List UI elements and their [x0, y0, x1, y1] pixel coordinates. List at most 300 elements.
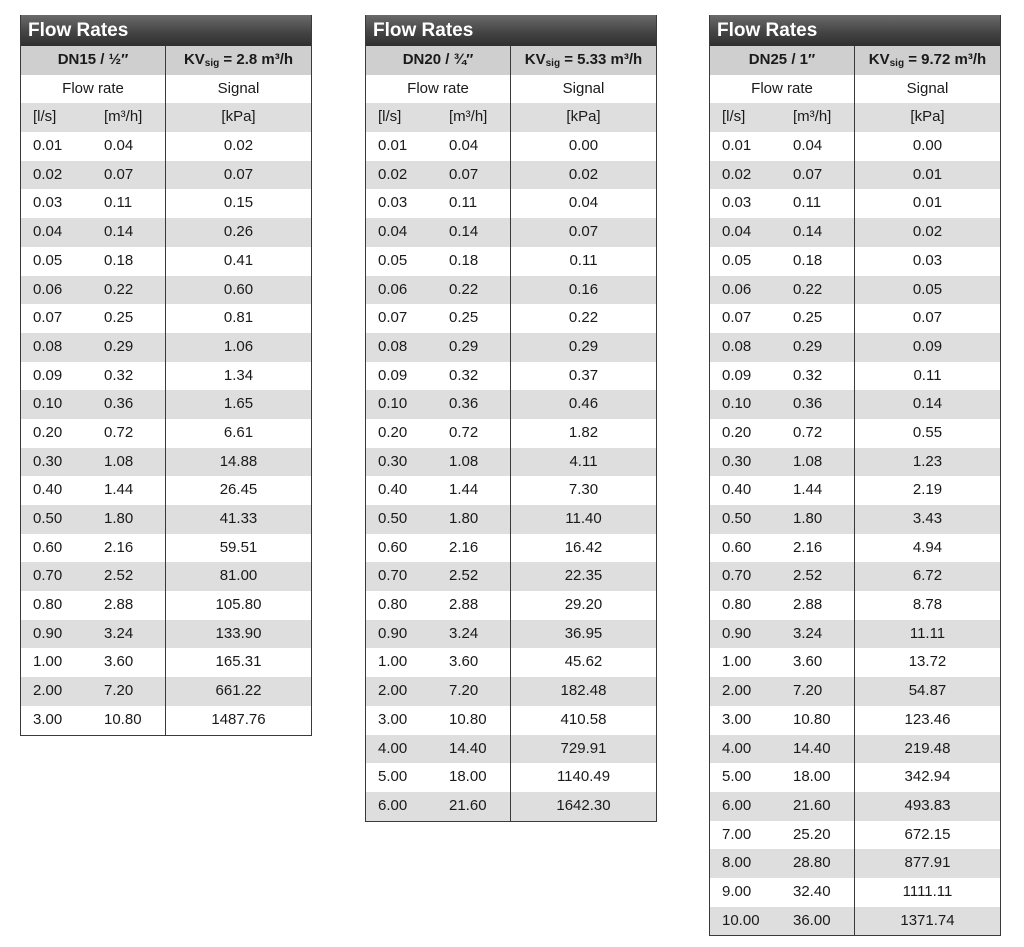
kv-cell	[854, 46, 1000, 75]
flow-ls-cell: 0.08	[33, 337, 63, 355]
flow-ls-cell: 0.02	[722, 165, 752, 183]
signal-kpa-cell: 493.83	[854, 792, 1000, 821]
signal-kpa-cell: 672.15	[854, 821, 1000, 850]
flow-m3h-cell: 18.00	[793, 768, 831, 786]
table-row	[366, 534, 656, 563]
unit-m3h: [m³/h]	[793, 108, 832, 126]
table-row	[21, 534, 311, 563]
flow-ls-cell: 0.08	[722, 337, 752, 355]
flow-ls-cell: 0.09	[378, 366, 408, 384]
flow-ls-cell: 0.10	[33, 395, 63, 413]
flow-ls-cell: 0.20	[378, 423, 408, 441]
flow-ls-cell: 0.04	[33, 223, 63, 241]
signal-kpa-cell: 410.58	[510, 706, 656, 735]
table-row	[21, 189, 311, 218]
flow-m3h-cell: 21.60	[793, 796, 831, 814]
unit-kpa: [kPa]	[510, 103, 656, 132]
dn-size-label: DN25 / 1″	[748, 51, 816, 68]
signal-kpa-cell: 0.00	[854, 132, 1000, 161]
flow-ls-cell: 0.70	[722, 567, 752, 585]
table-row	[366, 476, 656, 505]
flow-ls-cell: 0.02	[33, 165, 63, 183]
flow-ls-cell: 0.05	[33, 251, 63, 269]
flow-ls-cell: 4.00	[378, 739, 408, 757]
table-row	[21, 218, 311, 247]
signal-kpa-cell: 123.46	[854, 706, 1000, 735]
flow-m3h-cell: 3.24	[449, 624, 479, 642]
signal-kpa-cell: 105.80	[165, 591, 311, 620]
unit-ls: [l/s]	[33, 108, 57, 126]
signal-kpa-cell: 1487.76	[165, 706, 311, 735]
signal-label: Signal	[854, 75, 1000, 104]
table-row	[710, 333, 1000, 362]
signal-kpa-cell: 729.91	[510, 735, 656, 764]
table-row	[710, 161, 1000, 190]
flow-m3h-cell: 28.80	[793, 854, 831, 872]
flow-ls-cell: 5.00	[378, 768, 408, 786]
flow-m3h-cell: 0.22	[104, 280, 134, 298]
flow-ls-cell: 0.09	[33, 366, 63, 384]
flow-m3h-cell: 32.40	[793, 882, 831, 900]
flow-ls-cell: 8.00	[722, 854, 752, 872]
signal-kpa-cell: 81.00	[165, 562, 311, 591]
signal-kpa-cell: 1.23	[854, 448, 1000, 477]
kv-value: = 2.8 m³/h	[223, 51, 294, 68]
flow-ls-cell: 0.04	[378, 223, 408, 241]
flow-m3h-cell: 10.80	[449, 710, 487, 728]
flow-ls-cell: 0.40	[378, 481, 408, 499]
signal-kpa-cell: 26.45	[165, 476, 311, 505]
table-row	[366, 276, 656, 305]
flow-m3h-cell: 0.18	[449, 251, 479, 269]
table-row	[21, 476, 311, 505]
signal-kpa-cell: 219.48	[854, 735, 1000, 764]
header-row-dn	[710, 46, 1000, 75]
table-row	[366, 247, 656, 276]
table-row	[21, 448, 311, 477]
table-row	[366, 132, 656, 161]
header-row-units	[21, 103, 311, 132]
signal-kpa-cell: 3.43	[854, 505, 1000, 534]
flow-m3h-cell: 0.29	[793, 337, 823, 355]
flow-ls-cell: 0.50	[33, 510, 63, 527]
flow-ls-cell: 4.00	[722, 739, 752, 757]
signal-kpa-cell: 8.78	[854, 591, 1000, 620]
signal-kpa-cell: 0.11	[854, 362, 1000, 391]
flow-rate-label: Flow rate	[62, 79, 124, 97]
signal-label: Signal	[165, 75, 311, 104]
unit-ls: [l/s]	[378, 108, 402, 126]
flow-ls-cell: 0.01	[378, 137, 408, 155]
table-row	[366, 735, 656, 764]
flow-m3h-cell: 14.40	[793, 739, 831, 757]
signal-kpa-cell: 0.07	[854, 304, 1000, 333]
flow-ls-cell: 5.00	[722, 768, 752, 786]
flow-ls-cell: 0.10	[378, 395, 408, 413]
flow-m3h-cell: 0.72	[793, 423, 823, 441]
flow-ls-cell: 0.20	[33, 423, 63, 441]
flow-ls-cell: 0.30	[722, 452, 752, 470]
table-row	[710, 878, 1000, 907]
flow-ls-cell: 7.00	[722, 825, 752, 843]
flow-m3h-cell: 2.88	[104, 596, 134, 614]
table-row	[21, 505, 311, 534]
signal-kpa-cell: 0.01	[854, 161, 1000, 190]
table-row	[366, 304, 656, 333]
flow-m3h-cell: 2.88	[793, 596, 823, 614]
flow-ls-cell: 0.60	[378, 538, 408, 556]
table-row	[366, 419, 656, 448]
flow-m3h-cell: 18.00	[449, 768, 487, 786]
unit-m3h: [m³/h]	[104, 108, 143, 126]
signal-kpa-cell: 13.72	[854, 648, 1000, 677]
signal-kpa-cell: 0.55	[854, 419, 1000, 448]
flow-m3h-cell: 0.22	[793, 280, 823, 298]
signal-kpa-cell: 0.07	[510, 218, 656, 247]
flow-table-dn25	[709, 15, 1001, 936]
table-row	[710, 591, 1000, 620]
table-row	[366, 591, 656, 620]
flow-ls-cell: 0.50	[378, 510, 408, 527]
table-row	[21, 276, 311, 305]
flow-ls-cell: 0.03	[33, 194, 63, 212]
unit-ls: [l/s]	[722, 108, 746, 126]
table-row	[710, 505, 1000, 534]
table-row	[710, 648, 1000, 677]
flow-ls-cell: 0.30	[378, 452, 408, 470]
table-row	[710, 276, 1000, 305]
table-row	[21, 620, 311, 649]
flow-ls-cell: 0.80	[378, 596, 408, 614]
table-row	[366, 218, 656, 247]
table-row	[21, 648, 311, 677]
flow-ls-cell: 0.03	[378, 194, 408, 212]
signal-kpa-cell: 0.26	[165, 218, 311, 247]
flow-ls-cell: 0.01	[722, 137, 752, 155]
signal-kpa-cell: 1140.49	[510, 763, 656, 792]
signal-kpa-cell: 36.95	[510, 620, 656, 649]
flow-m3h-cell: 1.44	[104, 481, 134, 499]
signal-kpa-cell: 59.51	[165, 534, 311, 563]
flow-ls-cell: 1.00	[722, 653, 752, 671]
flow-m3h-cell: 2.88	[449, 596, 479, 614]
signal-kpa-cell: 0.04	[510, 189, 656, 218]
flow-m3h-cell: 0.18	[104, 251, 134, 269]
flow-m3h-cell: 7.20	[793, 682, 823, 700]
flow-ls-cell: 0.60	[722, 538, 752, 556]
flow-ls-cell: 9.00	[722, 882, 752, 900]
signal-kpa-cell: 165.31	[165, 648, 311, 677]
kv-subscript: sig	[545, 58, 561, 69]
flow-ls-cell: 0.70	[33, 567, 63, 585]
signal-kpa-cell: 1111.11	[854, 878, 1000, 907]
flow-m3h-cell: 0.36	[104, 395, 134, 413]
flow-ls-cell: 1.00	[33, 653, 63, 671]
flow-ls-cell: 0.60	[33, 538, 63, 556]
flow-ls-cell: 0.06	[33, 280, 63, 298]
header-row-labels	[366, 75, 656, 104]
flow-m3h-cell: 7.20	[449, 682, 479, 700]
table-row	[21, 562, 311, 591]
flow-m3h-cell: 1.80	[449, 510, 479, 527]
signal-kpa-cell: 4.11	[510, 448, 656, 477]
unit-kpa: [kPa]	[854, 103, 1000, 132]
table-row	[21, 591, 311, 620]
header-row-dn	[366, 46, 656, 75]
table-row	[710, 448, 1000, 477]
flow-m3h-cell: 0.04	[104, 137, 134, 155]
signal-kpa-cell: 0.29	[510, 333, 656, 362]
signal-kpa-cell: 29.20	[510, 591, 656, 620]
flow-m3h-cell: 1.08	[793, 452, 823, 470]
table-row	[710, 304, 1000, 333]
table-title: Flow Rates	[366, 15, 656, 46]
signal-kpa-cell: 182.48	[510, 677, 656, 706]
table-row	[710, 218, 1000, 247]
flow-ls-cell: 0.01	[33, 137, 63, 155]
flow-ls-cell: 0.20	[722, 423, 752, 441]
flow-m3h-cell: 0.25	[449, 309, 479, 327]
flow-ls-cell: 0.08	[378, 337, 408, 355]
flow-m3h-cell: 1.08	[104, 452, 134, 470]
signal-kpa-cell: 0.16	[510, 276, 656, 305]
flow-m3h-cell: 25.20	[793, 825, 831, 843]
table-row	[21, 161, 311, 190]
flow-m3h-cell: 0.04	[793, 137, 823, 155]
table-row	[21, 132, 311, 161]
flow-ls-cell: 3.00	[378, 710, 408, 728]
flow-ls-cell: 0.06	[722, 280, 752, 298]
header-row-units	[710, 103, 1000, 132]
flow-m3h-cell: 3.24	[104, 624, 134, 642]
flow-ls-cell: 0.30	[33, 452, 63, 470]
signal-kpa-cell: 1371.74	[854, 907, 1000, 936]
flow-m3h-cell: 2.16	[104, 538, 134, 556]
kv-cell	[510, 46, 656, 75]
flow-ls-cell: 0.06	[378, 280, 408, 298]
flow-ls-cell: 2.00	[722, 682, 752, 700]
flow-m3h-cell: 10.80	[793, 710, 831, 728]
flow-ls-cell: 0.07	[722, 309, 752, 327]
flow-table-dn20	[365, 15, 657, 822]
flow-ls-cell: 3.00	[722, 710, 752, 728]
table-row	[710, 362, 1000, 391]
kv-label: KV	[868, 51, 890, 68]
signal-kpa-cell: 0.02	[510, 161, 656, 190]
flow-ls-cell: 0.05	[722, 251, 752, 269]
flow-ls-cell: 0.07	[378, 309, 408, 327]
signal-kpa-cell: 41.33	[165, 505, 311, 534]
table-row	[710, 189, 1000, 218]
kv-label: KV	[524, 51, 546, 68]
flow-m3h-cell: 1.44	[793, 481, 823, 499]
flow-m3h-cell: 0.07	[449, 165, 479, 183]
table-row	[366, 390, 656, 419]
signal-kpa-cell: 0.03	[854, 247, 1000, 276]
signal-kpa-cell: 14.88	[165, 448, 311, 477]
flow-m3h-cell: 3.60	[449, 653, 479, 671]
flow-m3h-cell: 1.80	[793, 510, 823, 527]
signal-kpa-cell: 0.14	[854, 390, 1000, 419]
flow-m3h-cell: 2.16	[793, 538, 823, 556]
table-title: Flow Rates	[710, 15, 1000, 46]
flow-ls-cell: 0.40	[722, 481, 752, 499]
table-row	[366, 706, 656, 735]
signal-kpa-cell: 0.15	[165, 189, 311, 218]
signal-kpa-cell: 661.22	[165, 677, 311, 706]
flow-m3h-cell: 0.11	[793, 194, 822, 212]
flow-m3h-cell: 0.04	[449, 137, 479, 155]
flow-ls-cell: 0.04	[722, 223, 752, 241]
signal-kpa-cell: 45.62	[510, 648, 656, 677]
flow-ls-cell: 0.90	[378, 624, 408, 642]
signal-kpa-cell: 11.40	[510, 505, 656, 534]
kv-subscript: sig	[889, 58, 905, 69]
flow-m3h-cell: 0.07	[793, 165, 823, 183]
signal-kpa-cell: 0.01	[854, 189, 1000, 218]
flow-m3h-cell: 0.32	[449, 366, 479, 384]
signal-kpa-cell: 0.11	[510, 247, 656, 276]
header-row-units	[366, 103, 656, 132]
flow-m3h-cell: 0.29	[104, 337, 134, 355]
flow-m3h-cell: 0.36	[793, 395, 823, 413]
signal-label: Signal	[510, 75, 656, 104]
table-row	[366, 362, 656, 391]
table-row	[710, 706, 1000, 735]
table-row	[710, 907, 1000, 936]
signal-kpa-cell: 1.06	[165, 333, 311, 362]
signal-kpa-cell: 0.81	[165, 304, 311, 333]
unit-kpa: [kPa]	[165, 103, 311, 132]
table-title: Flow Rates	[21, 15, 311, 46]
flow-m3h-cell: 1.44	[449, 481, 479, 499]
header-row-labels	[710, 75, 1000, 104]
flow-m3h-cell: 2.52	[104, 567, 134, 585]
table-row	[366, 620, 656, 649]
signal-kpa-cell: 0.41	[165, 247, 311, 276]
flow-m3h-cell: 2.16	[449, 538, 479, 556]
signal-kpa-cell: 0.09	[854, 333, 1000, 362]
dn-size-label: DN15 / ½″	[57, 51, 129, 68]
signal-kpa-cell: 6.72	[854, 562, 1000, 591]
table-row	[710, 132, 1000, 161]
flow-m3h-cell: 36.00	[793, 911, 831, 929]
flow-m3h-cell: 0.36	[449, 395, 479, 413]
flow-m3h-cell: 0.14	[104, 223, 134, 241]
table-row	[710, 390, 1000, 419]
flow-ls-cell: 0.90	[33, 624, 63, 642]
flow-ls-cell: 6.00	[378, 796, 408, 814]
table-row	[710, 792, 1000, 821]
flow-m3h-cell: 7.20	[104, 682, 134, 700]
table-row	[366, 562, 656, 591]
flow-m3h-cell: 2.52	[449, 567, 479, 585]
flow-ls-cell: 6.00	[722, 796, 752, 814]
flow-m3h-cell: 14.40	[449, 739, 487, 757]
table-row	[366, 505, 656, 534]
table-row	[366, 677, 656, 706]
flow-m3h-cell: 0.14	[793, 223, 823, 241]
signal-kpa-cell: 0.22	[510, 304, 656, 333]
flow-ls-cell: 1.00	[378, 653, 408, 671]
flow-m3h-cell: 0.14	[449, 223, 479, 241]
signal-kpa-cell: 6.61	[165, 419, 311, 448]
table-row	[21, 706, 311, 735]
table-row	[366, 333, 656, 362]
flow-m3h-cell: 0.32	[104, 366, 134, 384]
flow-m3h-cell: 3.24	[793, 624, 823, 642]
signal-kpa-cell: 22.35	[510, 562, 656, 591]
signal-kpa-cell: 1.34	[165, 362, 311, 391]
signal-kpa-cell: 16.42	[510, 534, 656, 563]
flow-m3h-cell: 0.72	[449, 423, 479, 441]
signal-kpa-cell: 54.87	[854, 677, 1000, 706]
flow-m3h-cell: 0.11	[104, 194, 133, 212]
flow-ls-cell: 0.10	[722, 395, 752, 413]
signal-kpa-cell: 2.19	[854, 476, 1000, 505]
flow-m3h-cell: 1.80	[104, 510, 134, 527]
flow-m3h-cell: 21.60	[449, 796, 487, 814]
flow-ls-cell: 0.02	[378, 165, 408, 183]
table-row	[366, 189, 656, 218]
table-row	[366, 648, 656, 677]
flow-m3h-cell: 2.52	[793, 567, 823, 585]
flow-m3h-cell: 0.25	[793, 309, 823, 327]
signal-kpa-cell: 7.30	[510, 476, 656, 505]
table-row	[21, 304, 311, 333]
table-row	[710, 476, 1000, 505]
signal-kpa-cell: 0.46	[510, 390, 656, 419]
flow-ls-cell: 0.80	[33, 596, 63, 614]
signal-kpa-cell: 0.07	[165, 161, 311, 190]
table-row	[710, 677, 1000, 706]
table-row	[366, 161, 656, 190]
table-row	[710, 534, 1000, 563]
kv-subscript: sig	[204, 58, 220, 69]
flow-m3h-cell: 0.22	[449, 280, 479, 298]
flow-m3h-cell: 0.25	[104, 309, 134, 327]
flow-m3h-cell: 10.80	[104, 710, 142, 728]
flow-ls-cell: 2.00	[378, 682, 408, 700]
table-row	[21, 362, 311, 391]
table-row	[710, 763, 1000, 792]
flow-m3h-cell: 3.60	[104, 653, 134, 671]
flow-ls-cell: 0.03	[722, 194, 752, 212]
flow-m3h-cell: 0.11	[449, 194, 478, 212]
flow-ls-cell: 0.90	[722, 624, 752, 642]
table-row	[366, 792, 656, 821]
table-row	[710, 849, 1000, 878]
table-row	[366, 448, 656, 477]
flow-m3h-cell: 3.60	[793, 653, 823, 671]
flow-m3h-cell: 0.07	[104, 165, 134, 183]
flow-rate-label: Flow rate	[751, 79, 813, 97]
table-row	[21, 677, 311, 706]
signal-kpa-cell: 1.82	[510, 419, 656, 448]
signal-kpa-cell: 133.90	[165, 620, 311, 649]
signal-kpa-cell: 0.02	[854, 218, 1000, 247]
table-row	[710, 562, 1000, 591]
flow-rate-label: Flow rate	[407, 79, 469, 97]
flow-ls-cell: 0.07	[33, 309, 63, 327]
unit-m3h: [m³/h]	[449, 108, 488, 126]
flow-ls-cell: 0.40	[33, 481, 63, 499]
table-row	[710, 620, 1000, 649]
table-row	[21, 419, 311, 448]
flow-ls-cell: 0.50	[722, 510, 752, 527]
flow-ls-cell: 0.80	[722, 596, 752, 614]
flow-ls-cell: 0.09	[722, 366, 752, 384]
